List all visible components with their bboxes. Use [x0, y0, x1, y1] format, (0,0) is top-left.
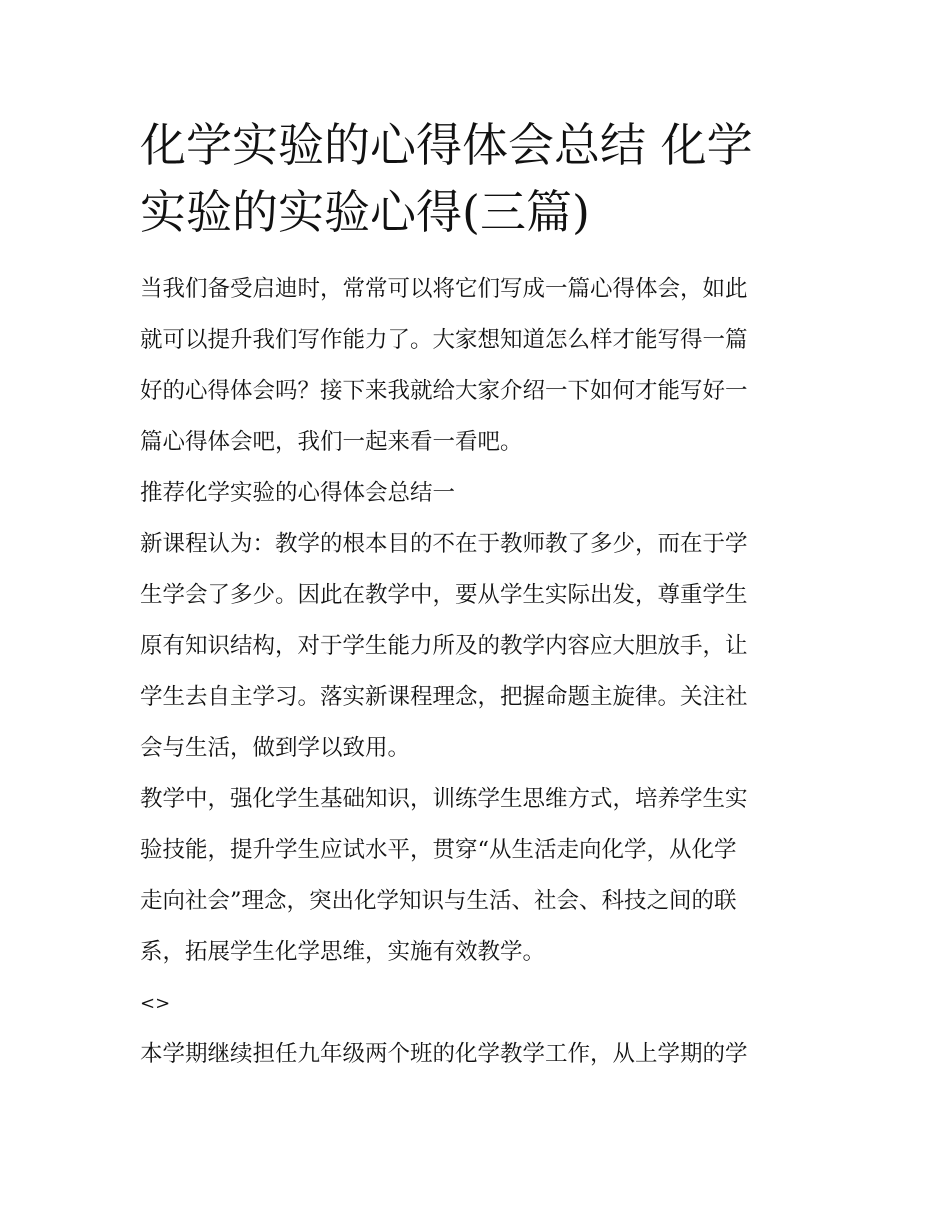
document-body [140, 264, 812, 1080]
text-line: 生学会了多少。因此在教学中，要从学生实际出发，尊重学生 [140, 582, 748, 608]
text-line: 新课程认为：教学的根本目的不在于教师教了多少，而在于学 [140, 531, 748, 557]
text-line: 会与生活，做到学以致用。 [140, 735, 411, 761]
document-title [140, 112, 812, 246]
text-line: 就可以提升我们写作能力了。大家想知道怎么样才能写得一篇 [140, 327, 748, 353]
text-line: 走向社会”理念，突出化学知识与生活、社会、科技之间的联 [140, 888, 737, 914]
text-line: 学生去自主学习。落实新课程理念，把握命题主旋律。关注社 [140, 684, 748, 710]
title-line: 化学实验的心得体会总结 化学 [140, 118, 753, 172]
text-line: 教学中，强化学生基础知识，训练学生思维方式，培养学生实 [140, 786, 748, 812]
text-line: 系，拓展学生化学思维，实施有效教学。 [140, 939, 546, 965]
paragraph-1 [140, 519, 812, 774]
separator-marker: <> [140, 993, 171, 1014]
text-line: 篇心得体会吧，我们一起来看一看吧。 [140, 429, 523, 455]
document-page [140, 112, 812, 1080]
text-line: 当我们备受启迪时，常常可以将它们写成一篇心得体会，如此 [140, 276, 748, 302]
text-line: 原有知识结构，对于学生能力所及的教学内容应大胆放手，让 [140, 633, 748, 659]
title-line: 实验的实验心得(三篇) [140, 185, 590, 239]
text-line: 验技能，提升学生应试水平，贯穿“从生活走向化学，从化学 [140, 837, 737, 863]
paragraph-3 [140, 1029, 812, 1080]
paragraph-2 [140, 774, 812, 978]
text-line: 本学期继续担任九年级两个班的化学教学工作，从上学期的学 [140, 1041, 748, 1067]
section-heading: 推荐化学实验的心得体会总结一 [140, 480, 456, 506]
intro-paragraph [140, 264, 812, 468]
text-line: 好的心得体会吗？接下来我就给大家介绍一下如何才能写好一 [140, 378, 748, 404]
